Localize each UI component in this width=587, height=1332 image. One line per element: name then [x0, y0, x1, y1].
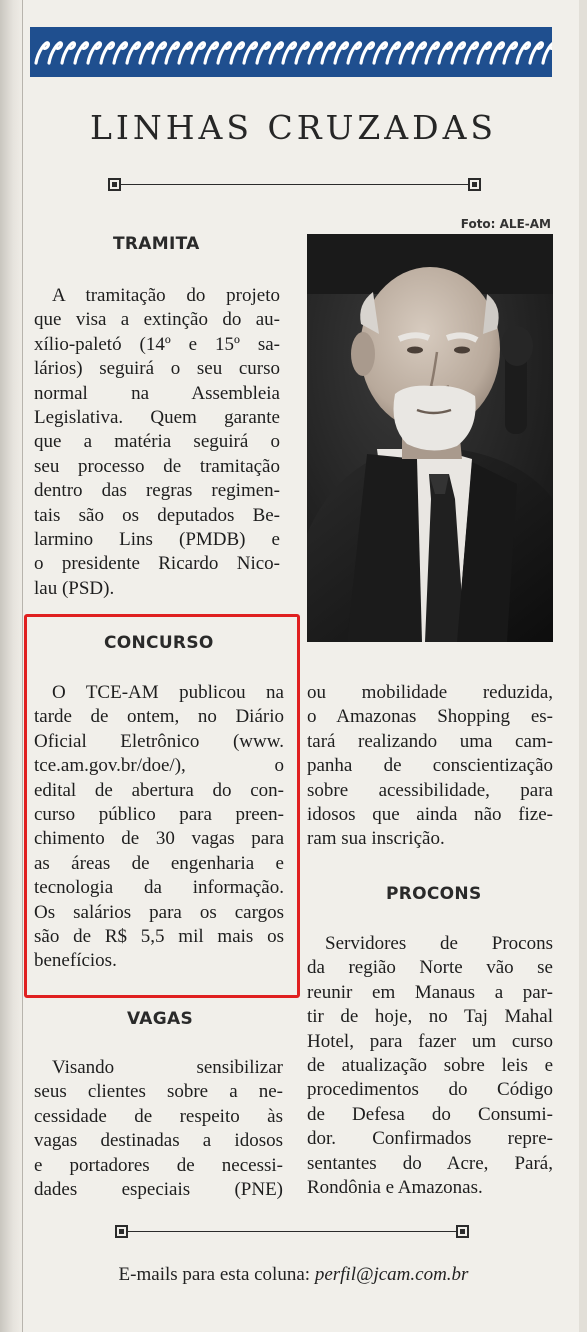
- text-line: dor. Confirmados repre-: [307, 1128, 553, 1150]
- text-line: larmino Lins (PMDB) e: [34, 529, 280, 551]
- text-line: Visando sensibilizar: [52, 1057, 283, 1078]
- text-line: lários) seguirá o seu curso: [34, 358, 280, 380]
- text-line: sobre acessibilidade, para: [307, 779, 553, 801]
- photo-credit: Foto: ALE-AM: [460, 217, 551, 231]
- text-line: o presidente Ricardo Nico-: [34, 553, 280, 575]
- text-line: tará realizando uma cam-: [307, 730, 553, 752]
- text-line: dentro das regras regimen-: [34, 480, 280, 502]
- text-line: e portadores de necessi-: [34, 1154, 283, 1176]
- text-line: Os salários para os cargos: [34, 901, 284, 923]
- procons-text: [307, 932, 553, 1200]
- text-line: Rondônia e Amazonas.: [307, 1177, 483, 1199]
- text-line: seus clientes sobre a ne-: [34, 1081, 283, 1103]
- text-line: que a matéria seguirá o: [34, 431, 280, 453]
- text-line: tarde de ontem, no Diário: [34, 706, 284, 728]
- text-line: benefícios.: [34, 950, 117, 972]
- text-line: ou mobilidade reduzida,: [307, 682, 553, 703]
- footer-rule: [121, 1231, 468, 1232]
- text-line: de atualização sobre leis e: [307, 1055, 553, 1077]
- rule-right-ornament: [468, 178, 481, 191]
- text-line: as áreas de engenharia e: [34, 852, 284, 874]
- section-heading-vagas: VAGAS: [127, 1009, 194, 1029]
- text-line: xílio-paletó (14º e 15º sa-: [34, 333, 280, 355]
- text-line: panha de conscientização: [307, 755, 553, 777]
- text-line: O TCE-AM publicou na: [52, 682, 284, 703]
- text-line: tce.am.gov.br/doe/), o: [34, 755, 284, 777]
- text-line: vagas destinadas a idosos: [34, 1130, 283, 1152]
- text-line: normal na Assembleia: [34, 382, 280, 404]
- text-line: procedimentos do Código: [307, 1079, 553, 1101]
- text-line: Servidores de Procons: [325, 933, 553, 954]
- vagas-continued-text: [307, 681, 553, 852]
- title-rule: [113, 184, 480, 185]
- text-line: o Amazonas Shopping es-: [307, 706, 553, 728]
- rule-right-ornament: [456, 1225, 469, 1238]
- tramita-text: [34, 284, 280, 601]
- text-line: Hotel, para fazer um curso: [307, 1030, 553, 1052]
- text-line: tais são os deputados Be-: [34, 504, 280, 526]
- text-line: reunir em Manaus a par-: [307, 981, 553, 1003]
- text-line: edital de abertura do con-: [34, 779, 284, 801]
- portrait-photo: [307, 234, 553, 642]
- text-line: tecnologia da informação.: [34, 877, 284, 899]
- section-heading-procons: PROCONS: [386, 884, 482, 904]
- text-line: Legislativa. Quem garante: [34, 407, 280, 429]
- text-line: sentantes do Acre, Pará,: [307, 1152, 553, 1174]
- text-line: A tramitação do projeto: [52, 285, 280, 306]
- concurso-text: [34, 681, 284, 974]
- text-line: ram sua inscrição.: [307, 828, 445, 850]
- text-line: chimento de 30 vagas para: [34, 828, 284, 850]
- column-divider: [22, 0, 23, 1332]
- text-line: idosos que ainda não fize-: [307, 804, 553, 826]
- footer-contact: [0, 1264, 587, 1286]
- text-line: cessidade de respeito às: [34, 1105, 283, 1127]
- page-edge-left: [0, 0, 22, 1332]
- footer-email-link[interactable]: perfil@jcam.com.br: [314, 1264, 469, 1285]
- column-banner: [30, 27, 552, 77]
- text-line: seu processo de tramitação: [34, 455, 280, 477]
- section-heading-concurso: CONCURSO: [104, 633, 214, 653]
- text-line: dades especiais (PNE): [34, 1179, 283, 1201]
- footer-label: E-mails para esta coluna:: [118, 1264, 311, 1285]
- text-line: curso público para preen-: [34, 804, 284, 826]
- text-line: Oficial Eletrônico (www.: [34, 730, 284, 752]
- column-title: LINHAS CRUZADAS: [89, 108, 498, 147]
- text-line: lau (PSD).: [34, 577, 115, 599]
- vagas-text: [34, 1056, 283, 1202]
- text-line: da região Norte vão se: [307, 957, 553, 979]
- text-line: tir de hoje, no Taj Mahal: [307, 1006, 553, 1028]
- text-line: que visa a extinção do au-: [34, 309, 280, 331]
- banner-wave-pattern: [36, 43, 552, 63]
- text-line: são de R$ 5,5 mil mais os: [34, 926, 284, 948]
- section-heading-tramita: TRAMITA: [113, 234, 200, 254]
- rule-left-ornament: [115, 1225, 128, 1238]
- rule-left-ornament: [108, 178, 121, 191]
- text-line: de Defesa do Consumi-: [307, 1103, 553, 1125]
- page-edge-right: [579, 0, 587, 1332]
